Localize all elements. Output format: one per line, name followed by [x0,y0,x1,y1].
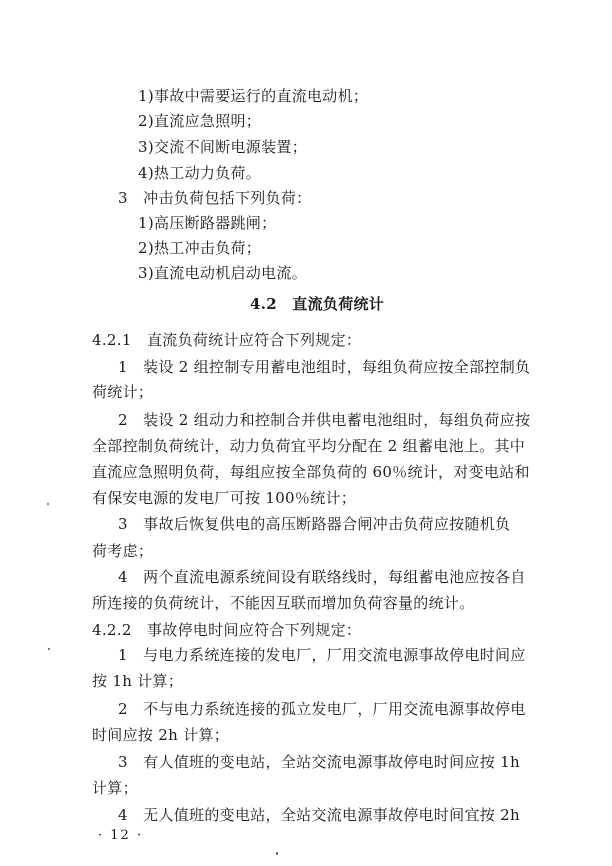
clause-heading: 4.2.1 直流负荷统计应符合下列规定： [92,331,362,349]
text-line: 1)高压断路器跳闸； [138,214,277,232]
text-line: 所连接的负荷统计，不能因互联而增加负荷容量的统计。 [92,594,475,612]
scan-speck [276,852,278,855]
text-line: 3)直流电动机启动电流。 [138,264,307,282]
text-line: 3 事故后恢复供电的高压断路器合闸冲击负荷应按随机负 [118,515,511,533]
text-line: 1 与电力系统连接的发电厂，厂用交流电源事故停电时间应 [118,646,526,664]
text-line: 1)事故中需要运行的直流电动机； [138,87,369,105]
section-heading: 4.2 直流负荷统计 [250,295,385,313]
clause-heading: 4.2.2 事故停电时间应符合下列规定： [92,621,362,639]
text-line: 2 装设 2 组动力和控制合并供电蓄电池组时，每组负荷应按 [118,411,531,429]
text-line: 全部控制负荷统计，动力负荷宜平均分配在 2 组蓄电池上。其中 [92,437,526,455]
text-line: 计算； [92,779,138,797]
text-line: 4 两个直流电源系统间设有联络线时，每组蓄电池应按各自 [118,568,526,586]
text-line: 3)交流不间断电源装置； [138,138,307,156]
text-line: 时间应按 2h 计算； [92,726,230,744]
page-number: · 12 · [98,828,144,843]
text-line: 1 装设 2 组控制专用蓄电池组时，每组负荷应按全部控制负 [118,358,531,376]
text-line: 有保安电源的发电厂可按 100％统计； [92,489,357,507]
text-line: 按 1h 计算； [92,672,184,690]
text-line: 荷考虑； [92,542,154,560]
scan-speck [47,503,49,505]
text-line: 3 冲击负荷包括下列负荷： [118,189,312,207]
text-line: 3 有人值班的变电站，全站交流电源事故停电时间应按 1h [118,753,520,771]
text-line: 4 无人值班的变电站，全站交流电源事故停电时间宜按 2h [118,806,520,824]
text-line: 2)热工冲击负荷； [138,239,262,257]
text-line: 2 不与电力系统连接的孤立发电厂，厂用交流电源事故停电 [118,700,526,718]
text-line: 2)直流应急照明； [138,112,262,130]
scan-speck [48,648,50,650]
text-line: 4)热工动力负荷。 [138,164,262,182]
text-line: 直流应急照明负荷，每组应按全部负荷的 60％统计，对变电站和 [92,463,530,481]
text-line: 荷统计； [92,383,154,401]
